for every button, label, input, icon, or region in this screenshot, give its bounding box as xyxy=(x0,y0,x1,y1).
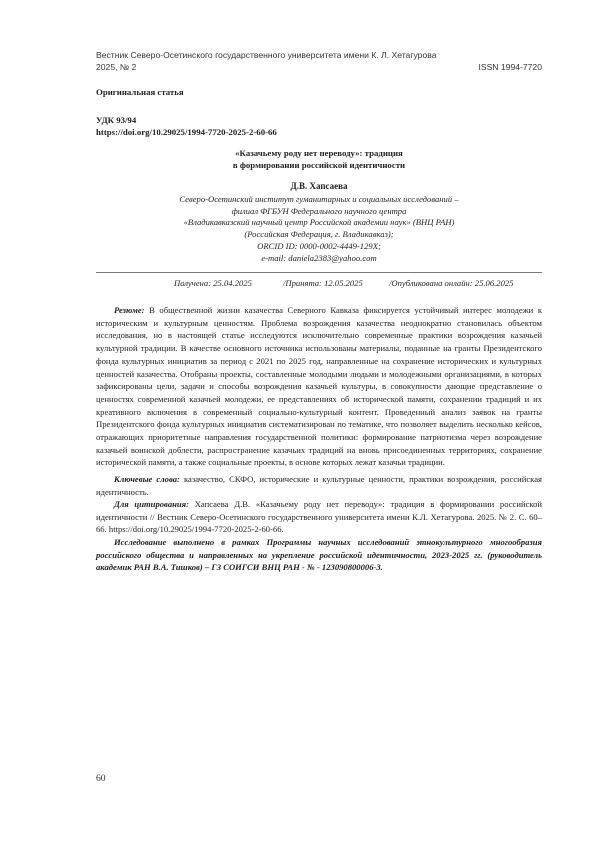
title-line-1: «Казачьему роду нет переводу»: традиция xyxy=(235,148,403,158)
affiliation-line: (Российская Федерация, г. Владикавказ); xyxy=(244,229,394,240)
divider xyxy=(96,272,542,273)
published-date: /Опубликована онлайн: 25.06.2025 xyxy=(389,278,514,288)
keywords-text: казачество, СКФО, исторические и культурные ценности, практики возрождения, российская идентичность. xyxy=(96,474,542,497)
received-date: Получена: 25.04.2025 xyxy=(174,278,252,288)
citation xyxy=(96,498,542,536)
keywords-label: Ключевые слова: xyxy=(114,474,180,484)
article-title xyxy=(96,147,542,171)
funding-note: Исследование выполнено в рамках Программы научных исследований этнокультурного многообразия российского общества и направленных на укрепление российской идентичности, 2023-2025 гг. (руководитель академик РАН В.А. Тишков) – ГЗ СОИГСИ ВНЦ РАН - № - 123090800006-3. xyxy=(96,537,542,573)
citation-text: Хапсаева Д.В. «Казачьему роду нет переводу»: традиция в формировании российской идентичности // Вестник Северо-Осетинского государственного университета имени К.Л. Хетагурова. 2025. № 2. С. 60–66. https://doi.org/10.29025/1994-7720-2025-2-60-66. xyxy=(96,499,543,535)
issn: ISSN 1994-7720 xyxy=(478,61,542,72)
author-name: Д.В. Хапсаева xyxy=(290,181,348,191)
affiliation-line: «Владикавказский научный центр Российской академии наук» (ВНЦ РАН) xyxy=(183,217,455,228)
title-line-2: в формировании российской идентичности xyxy=(232,160,406,170)
abstract-text: В общественной жизни казачества Северного Кавказа фиксируется устойчивый интерес молодежи к историческим и культурным ценностям. Проблема возрождения казачества неоднократно становилась объектом исследования, но в настоящей статье исследуются исключительно современные практики возрождения казачьей культурной традиции. В качестве основного источника использованы материалы, поданные на гранты Президентского фонда культурных инициатив за период с 2021 по 2025 год, направленные на сохранение исторических и культурных ценностей казачества. Отобраны проекты, составленные молодыми людьми и молодежными организациями, в которых зафиксированы цели, задачи и способы возрождения казачьей культуры, в совокупности дающие представление о ценностях современной казачьей молодежи, ее представлениях об исторической памяти, сохранении традиций и их креативного включения в современный социально-культурный контент. Проведенный анализ заявок на гранты Президентского фонда культурных инициатив систематизирован по тематике, что позволяет выделить несколько кейсов, отражающих приоритетные направления государственной политики: формирование патриотизма через возрождение казачьей воинской доблести, распространение казачьих традиций на вновь присоединенных территориях, сохранение исторической памяти, а также социальные проекты, в основе которых лежат казачьи традиции. xyxy=(96,305,542,468)
author-email[interactable]: e-mail: daniela2383@yahoo.com xyxy=(261,252,377,263)
author-affiliation xyxy=(96,194,542,264)
doi-link[interactable]: https://doi.org/10.29025/1994-7720-2025-2-60-66 xyxy=(96,127,277,137)
issue-number: 2025, № 2 xyxy=(96,61,137,72)
citation-label: Для цитирования: xyxy=(114,499,189,509)
abstract xyxy=(96,304,542,469)
accepted-date: /Принята: 12.05.2025 xyxy=(283,278,363,288)
keywords xyxy=(96,473,542,498)
running-header xyxy=(96,50,542,73)
page-number: 60 xyxy=(96,773,106,784)
udk-code: УДК 93/94 xyxy=(96,115,137,125)
affiliation-line: филиал ФГБУН Федерального научного центра xyxy=(231,205,407,216)
journal-name: Вестник Северо-Осетинского государственного университета имени К. Л. Хетагурова xyxy=(96,50,437,60)
udk-block xyxy=(96,114,277,138)
orcid-id: ORCID ID: 0000-0002-4449-129X; xyxy=(257,240,381,251)
affiliation-line: Северо-Осетинский институт гуманитарных и социальных исследований – xyxy=(179,194,459,204)
article-type: Оригинальная статья xyxy=(96,87,184,97)
abstract-label: Резюме: xyxy=(114,305,145,315)
